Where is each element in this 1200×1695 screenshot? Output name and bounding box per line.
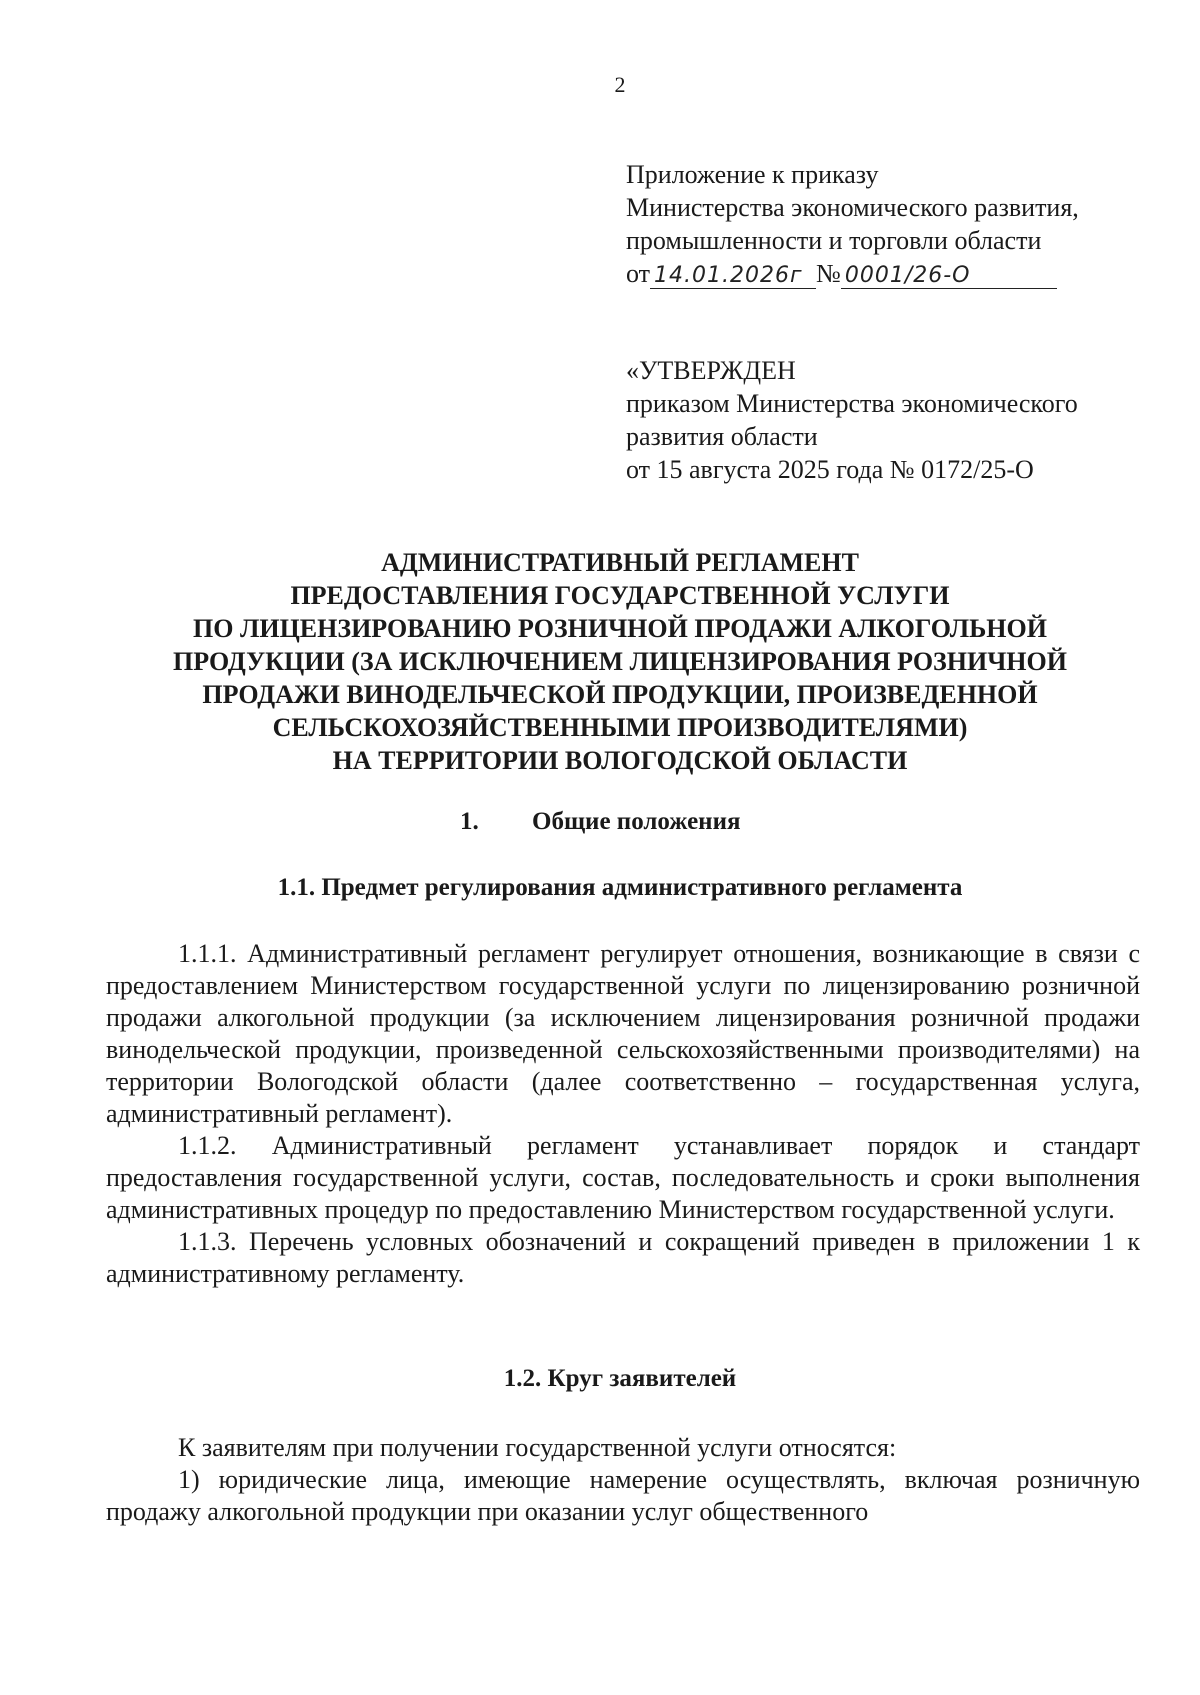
title-line: ПРЕДОСТАВЛЕНИЯ ГОСУДАРСТВЕННОЙ УСЛУГИ [290,581,950,610]
paragraph: 1.1.3. Перечень условных обозначений и сокращений приведен в приложении 1 к административному регламенту. [106,1227,1140,1288]
title-line: ПО ЛИЦЕНЗИРОВАНИЮ РОЗНИЧНОЙ ПРОДАЖИ АЛКОГОЛЬНОЙ [193,614,1047,643]
handwritten-number: 0001/26-О [841,264,1057,289]
paragraph: 1.1.2. Административный регламент устанавливает порядок и стандарт предоставления государственной услуги, состав, последовательность и сроки выполнения административных процедур по предоставлению Министерством государственной услуги. [106,1131,1140,1224]
paragraph: 1) юридические лица, имеющие намерение осуществлять, включая розничную продажу алкогольной продукции при оказании услуг общественного [106,1465,1140,1526]
appendix-date-line [626,257,1146,290]
approval-line: приказом Министерства экономического [626,389,1078,418]
page-number: 2 [614,72,626,97]
appendix-line: промышленности и торговли области [626,226,1042,255]
handwritten-date: 14.01.2026г [650,264,816,289]
subsection-body [106,1432,1140,1528]
document-title [100,546,1140,777]
title-line: СЕЛЬСКОХОЗЯЙСТВЕННЫМИ ПРОИЗВОДИТЕЛЯМИ) [272,713,968,742]
approval-block [626,354,1146,486]
date-prefix: от [626,259,651,288]
approval-line: от 15 августа 2025 года № 0172/25-О [626,455,1034,484]
subsection-heading: 1.1. Предмет регулирования административного регламента [277,874,963,901]
title-line: АДМИНИСТРАТИВНЫЙ РЕГЛАМЕНТ [381,548,859,577]
subsection-body [106,938,1140,1290]
appendix-line: Приложение к приказу [626,160,879,189]
approval-line: «УТВЕРЖДЕН [626,356,796,385]
paragraph: К заявителям при получении государственной услуги относятся: [178,1433,897,1462]
appendix-header [626,158,1146,290]
title-line: ПРОДАЖИ ВИНОДЕЛЬЧЕСКОЙ ПРОДУКЦИИ, ПРОИЗВЕДЕННОЙ [202,680,1038,709]
title-line: ПРОДУКЦИИ (ЗА ИСКЛЮЧЕНИЕМ ЛИЦЕНЗИРОВАНИЯ РОЗНИЧНОЙ [173,647,1067,676]
paragraph: 1.1.1. Административный регламент регулирует отношения, возникающие в связи с предоставлением Министерством государственной услуги по лицензированию розничной продажи алкогольной продукции (за исключением лицензирования розничной продажи винодельческой продукции, произведенной сельскохозяйственными производителями) на территории Вологодской области (далее соответственно – государственная услуга, административный регламент). [106,939,1140,1128]
title-line: НА ТЕРРИТОРИИ ВОЛОГОДСКОЙ ОБЛАСТИ [332,746,908,775]
section-title-text: Общие положения [532,808,741,835]
appendix-line: Министерства экономического развития, [626,193,1079,222]
number-sign: № [816,259,841,288]
section-number: 1. [460,808,479,835]
approval-line: развития области [626,422,818,451]
subsection-heading: 1.2. Круг заявителей [503,1365,737,1392]
